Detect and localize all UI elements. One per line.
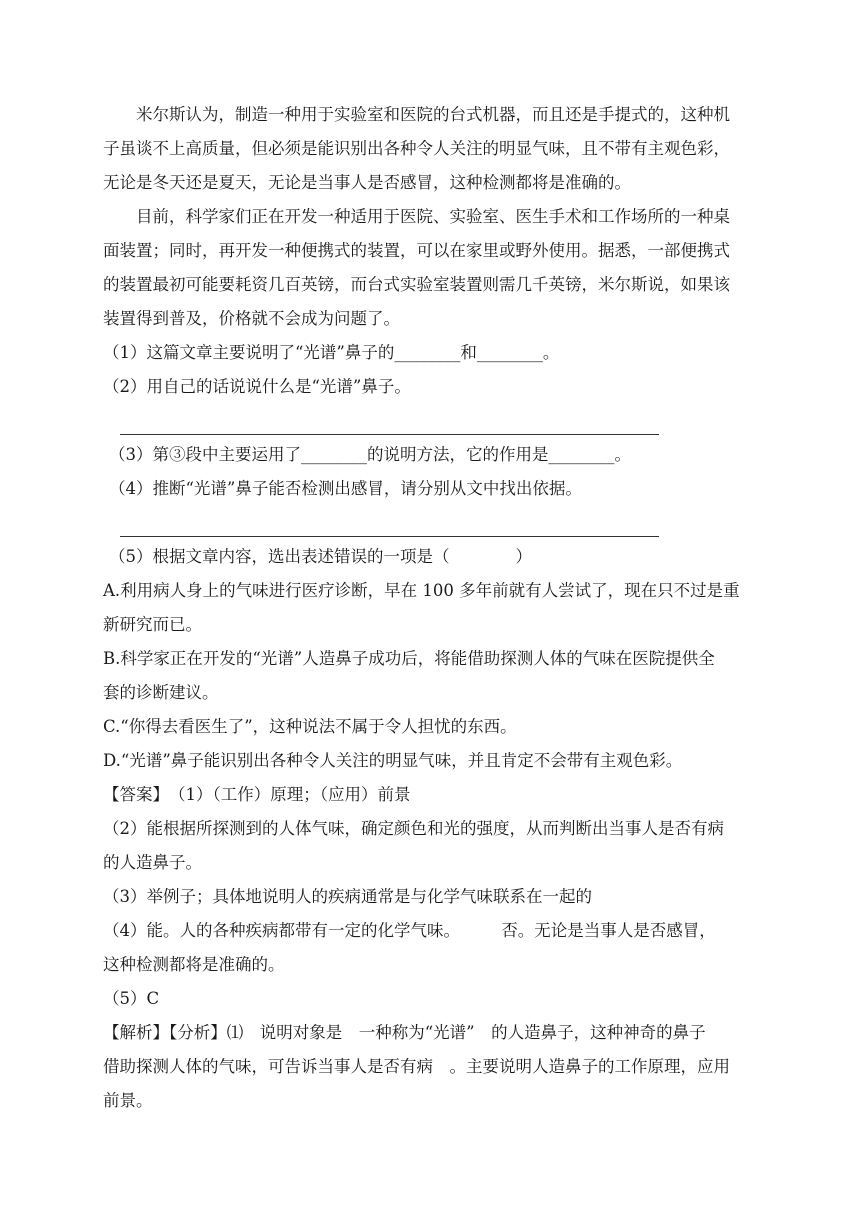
answer-4-cont: 这种检测都将是准确的。	[103, 955, 285, 974]
document-content	[103, 98, 760, 1118]
answer-3: （3）举例子；具体地说明人的疾病通常是与化学气味联系在一起的	[103, 887, 592, 906]
paragraph-line: 目前，科学家们正在开发一种适用于医院、实验室、医生手术和工作场所的一种桌	[136, 207, 730, 226]
option-b: B.科学家正在开发的“光谱”人造鼻子成功后，将能借助探测人体的气味在医院提供全	[103, 649, 715, 668]
answer-blank-line	[103, 506, 760, 540]
option-c: C.“你得去看医生了”，这种说法不属于令人担忧的东西。	[103, 717, 517, 736]
option-d: D.“光谱”鼻子能识别出各种令人关注的明显气味，并且肯定不会带有主观色彩。	[103, 751, 683, 770]
paragraph-line: 装置得到普及，价格就不会成为问题了。	[103, 309, 400, 328]
paragraph-line: 面装置；同时，再开发一种便携式的装置，可以在家里或野外使用。据悉，一部便携式	[103, 241, 730, 260]
answer-4: （4）能。人的各种疾病都带有一定的化学气味。 否。无论是当事人是否感冒，	[103, 921, 716, 940]
question-5: （5）根据文章内容，选出表述错误的一项是（ ）	[109, 547, 532, 566]
question-3: （3）第③段中主要运用了________的说明方法，它的作用是________。	[109, 445, 631, 464]
answer-5: （5）C	[103, 989, 160, 1008]
option-b-cont: 套的诊断建议。	[103, 683, 219, 702]
analysis-line: 借助探测人体的气味，可告诉当事人是否有病 。主要说明人造鼻子的工作原理，应用	[103, 1057, 730, 1076]
option-a-cont: 新研究而已。	[103, 615, 202, 634]
paragraph-line: 无论是冬天还是夏天，无论是当事人是否感冒，这种检测都将是准确的。	[103, 173, 631, 192]
article-paragraph	[103, 200, 760, 336]
paragraph-line: 的装置最初可能要耗资几百英镑，而台式实验室装置则需几千英镑，米尔斯说，如果该	[103, 275, 730, 294]
answer-2-cont: 的人造鼻子。	[103, 853, 202, 872]
option-a: A.利用病人身上的气味进行医疗诊断，早在 100 多年前就有人尝试了，现在只不过是重	[103, 581, 740, 600]
question-4: （4）推断“光谱”鼻子能否检测出感冒，请分别从文中找出依据。	[109, 479, 582, 498]
answer-blank-line	[103, 404, 760, 438]
analysis-line: 【解析】【分析】⑴ 说明对象是 一种称为“光谱” 的人造鼻子，这种神奇的鼻子	[103, 1023, 706, 1042]
paragraph-line: 子虽谈不上高质量，但必须是能识别出各种令人关注的明显气味，且不带有主观色彩，	[103, 139, 730, 158]
answer-2: （2）能根据所探测到的人体气味，确定颜色和光的强度，从而判断出当事人是否有病	[103, 819, 724, 838]
article-paragraph	[103, 98, 760, 200]
question-1: （1）这篇文章主要说明了“光谱”鼻子的________和________。	[103, 343, 560, 362]
question-2: （2）用自己的话说说什么是“光谱”鼻子。	[103, 377, 411, 396]
paragraph-line: 米尔斯认为，制造一种用于实验室和医院的台式机器，而且还是手提式的，这种机	[136, 105, 730, 124]
answer-1: 【答案】 （1）（工作）原理；（应用）前景	[103, 785, 411, 804]
analysis-line: 前景。	[103, 1091, 153, 1110]
